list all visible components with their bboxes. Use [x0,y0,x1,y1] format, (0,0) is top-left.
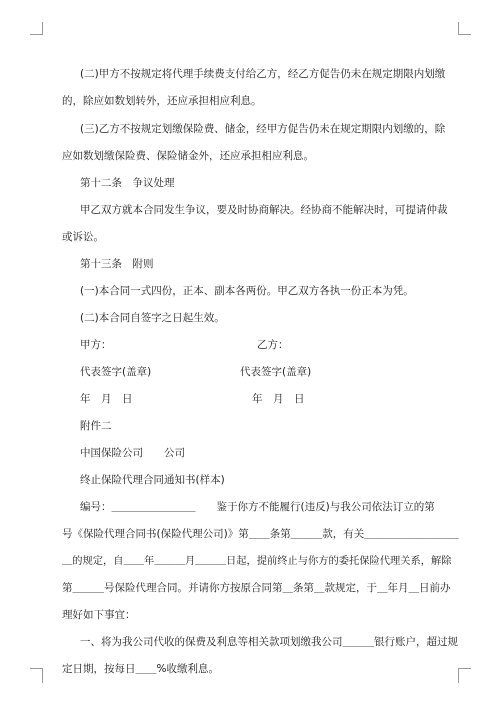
article-12-heading: 第十二条 争议处理 [80,177,175,189]
party-b-date: 年 月 日 [252,393,305,405]
attachment-label: 附件二 [80,420,112,432]
crop-mark-bottom-right [458,668,471,683]
party-a-date: 年 月 日 [80,393,133,405]
crop-mark-bottom-left [30,668,43,683]
company-name: 中国保险公司 公司 [80,447,185,459]
clause-2-line-1: (二)甲方不按规定将代理手续费支付给乙方，经乙方促告仍未在规定期限内划缴 [80,68,446,80]
notice-item-1-line-2: 定日期，按每日＿＿%收缴利息。 [62,663,219,675]
clause-3-line-1: (三)乙方不按规定划缴保险费、储金，经甲方促告仍未在规定期限内划缴的，除 [80,123,446,135]
notice-title: 终止保险代理合同通知书(样本) [80,474,225,486]
party-a-label: 甲方： [80,339,112,351]
notice-line-2: 号《保险代理合同书(保险代理公司)》第＿＿条第＿＿＿款，有关＿＿＿＿＿＿＿＿＿ [62,528,459,540]
party-a-representative: 代表签字(盖章) [80,366,152,378]
notice-line-1: 编号：＿＿＿＿＿＿＿＿ 鉴于你方不能履行(违反)与我公司依法订立的第 [80,501,435,513]
notice-line-3: ＿的规定，自＿＿年＿＿＿月＿＿＿日起，提前终止与你方的委托保险代理关系，解除 [62,555,452,567]
party-b-representative: 代表签字(盖章) [240,366,312,378]
article-13-item-2: (二)本合同自签字之日起生效。 [80,312,225,324]
crop-mark-top-left [30,22,43,35]
clause-2-line-2: 的，除应如数划转外，还应承担相应利息。 [62,95,262,107]
party-b-label: 乙方： [257,339,289,351]
clause-3-line-2: 应如数划缴保险费、保险储金外，还应承担相应利息。 [62,150,314,162]
notice-line-4: 第＿＿＿号保险代理合同。并请你方按原合同第＿条第＿款规定，于＿年月＿日前办 [62,582,451,594]
article-12-body-line-2: 或诉讼。 [62,231,104,243]
notice-line-5: 理好如下事宜： [62,609,136,621]
article-13-item-1: (一)本合同一式四份，正本、副本各两份。甲乙双方各执一份正本为凭。 [80,285,414,297]
article-12-body-line-1: 甲乙双方就本合同发生争议，要及时协商解决。经协商不能解决时，可提请仲裁 [80,204,448,216]
notice-item-1-line-1: 一、将为我公司代收的保费及利息等相关款项划缴我公司＿＿＿银行账户，超过规 [80,636,458,648]
article-13-heading: 第十三条 附则 [80,258,154,270]
crop-mark-top-right [458,22,471,35]
